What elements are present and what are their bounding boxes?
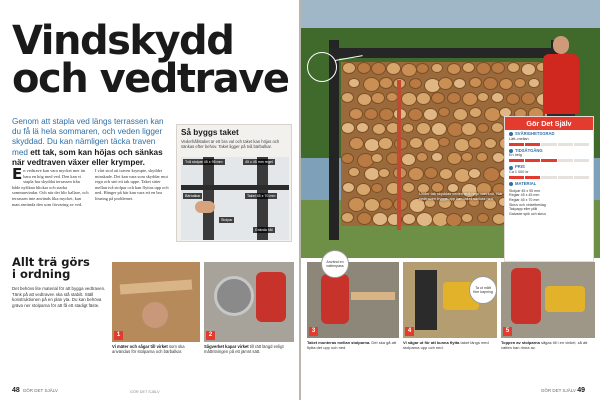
step-number: 3 bbox=[309, 327, 318, 336]
step-caption-4 bbox=[403, 340, 497, 350]
left-page bbox=[0, 0, 299, 400]
log-end bbox=[402, 182, 415, 193]
body-column-1 bbox=[12, 165, 89, 248]
dot-icon bbox=[509, 149, 513, 153]
log-end bbox=[483, 77, 498, 90]
log-end bbox=[348, 197, 365, 212]
saw-image bbox=[214, 276, 254, 316]
log-end bbox=[401, 92, 417, 106]
log-end bbox=[401, 153, 416, 166]
log-end bbox=[341, 212, 354, 223]
gds-title: Gör Det Själv bbox=[505, 117, 593, 130]
log-end bbox=[447, 152, 462, 165]
step-caption-1 bbox=[112, 344, 200, 355]
step-photo-2 bbox=[204, 262, 294, 342]
hands-image bbox=[142, 302, 168, 328]
level-segment bbox=[574, 176, 589, 179]
level-segment bbox=[541, 143, 556, 146]
step-number: 1 bbox=[114, 331, 123, 340]
page-number: 49 bbox=[577, 387, 585, 394]
log-end bbox=[453, 78, 466, 89]
ingress bbox=[12, 117, 172, 168]
gds-time-label: TIDSÅTGÅNG bbox=[515, 147, 543, 153]
section-intro bbox=[12, 256, 108, 308]
level-segment bbox=[558, 159, 573, 162]
log-end bbox=[341, 92, 354, 103]
level-segment bbox=[509, 143, 524, 146]
level-segment bbox=[574, 143, 589, 146]
post-image bbox=[415, 270, 437, 330]
step-caption-5 bbox=[501, 340, 595, 350]
log-end bbox=[469, 77, 482, 88]
step-photo-5 bbox=[501, 262, 595, 338]
tip-bubble: Ta ut mått före kapning bbox=[469, 276, 497, 304]
log-end bbox=[438, 107, 450, 117]
page-folio-right bbox=[541, 387, 588, 394]
log-end bbox=[476, 152, 488, 162]
gds-difficulty-value: Lätt–mellan bbox=[509, 136, 529, 141]
log-end bbox=[348, 167, 360, 177]
log-end bbox=[484, 107, 501, 122]
gds-time-value: En helg bbox=[509, 153, 522, 158]
level-segment bbox=[558, 176, 573, 179]
step-photo-1 bbox=[112, 262, 200, 342]
log-end bbox=[424, 167, 438, 179]
plank-image bbox=[120, 280, 193, 295]
step-photo-3 bbox=[307, 262, 399, 338]
level-segment bbox=[525, 143, 540, 146]
ingress-bold: ett tak, som kan höjas och sänkas när vedtraven växer eller krymper. bbox=[12, 147, 163, 167]
log-end bbox=[438, 137, 450, 147]
material-item: Reglar 45 x 45 mm bbox=[509, 193, 540, 198]
log-end bbox=[363, 77, 380, 92]
log-end bbox=[401, 63, 417, 77]
log-end bbox=[506, 93, 520, 105]
illustration-hand bbox=[195, 201, 215, 213]
detail-circle bbox=[307, 52, 337, 82]
worker-head bbox=[553, 36, 569, 54]
log-end bbox=[484, 138, 497, 149]
step-caption-title: Taket monteras mellan stolparna. bbox=[307, 340, 371, 345]
log-end bbox=[491, 122, 504, 133]
log-end bbox=[371, 62, 386, 75]
log-end bbox=[409, 78, 422, 89]
log-end bbox=[356, 122, 369, 133]
log-end bbox=[468, 137, 482, 149]
gor-det-sjalv-box bbox=[504, 116, 594, 262]
level-segment bbox=[541, 159, 556, 162]
howto-text: Vederhållstaket är ett bra val och taket kan höjas och sänkas efter behov. Taket ligger på två bärbalkar. bbox=[181, 139, 280, 150]
center-mark: GÖR DET SJÄLV bbox=[130, 390, 160, 394]
material-item: Reglar 45 x 70 mm bbox=[509, 197, 540, 202]
log-end bbox=[364, 198, 380, 212]
dot-icon bbox=[509, 166, 513, 170]
log-end bbox=[342, 182, 355, 193]
step-caption-text: som ska användas för stolparna och bärbalkar. bbox=[112, 344, 185, 355]
body-column-2: I vårt stod att traven krympte, skyddet minskade. Det kan vara som skyddar mot regn och snö ett tak uppe. Taket sitter mellan två stolpar och kan flyttas upp och ned. Hänger på här kan vara ett en bra lösning på problemet. bbox=[95, 168, 169, 201]
section-text: Det behövs lite material för att bygga vedtraven. Tänk på att vedtraven ska stå stabilt. Ställ konstruktionen på en plan yta. Du kan behöva gräva ner stolparna för att få ett stadigt fäste. bbox=[12, 286, 106, 308]
log-end bbox=[447, 63, 461, 75]
log-end bbox=[342, 62, 356, 74]
headline-line-2: och vedtrave bbox=[12, 56, 289, 102]
level-segment bbox=[541, 176, 556, 179]
gds-material-label: MATERIAL bbox=[515, 180, 537, 186]
log-end bbox=[439, 168, 453, 180]
tip-bubble: Använd en vattenpass bbox=[321, 250, 349, 278]
log-end bbox=[521, 92, 536, 105]
page-folio-left bbox=[12, 387, 58, 394]
log-end bbox=[476, 62, 491, 75]
step-caption-title: Vi sågar ut för att kunna flytta bbox=[403, 340, 460, 345]
step-caption-text: taket längs med stolparna upp och ned. bbox=[403, 340, 489, 351]
log-end bbox=[408, 108, 423, 121]
log-end bbox=[372, 212, 388, 226]
gds-material-list bbox=[505, 188, 593, 217]
log-end bbox=[514, 78, 526, 88]
log-end bbox=[521, 63, 536, 76]
log-end bbox=[431, 63, 443, 73]
body-column-1-text: n vedtrave kan vara mycket mer än bara en hög med ved. Den kan vi stapla har skyddat terrassen från både nyfikna blickar och starka sommarvindar. Och när det blir kallare, och terrassen inte används lika mycket, kan man använda den som förvaring av ved. bbox=[12, 168, 89, 207]
gds-time bbox=[505, 147, 593, 164]
headline-line-1: Vindskydd bbox=[12, 18, 234, 64]
right-page bbox=[301, 0, 600, 400]
material-item: Galvade spik och skruv bbox=[509, 212, 547, 217]
illustration-post-left bbox=[203, 157, 214, 240]
log-end bbox=[371, 92, 385, 104]
folio-text: GÖR DET SJÄLV bbox=[22, 388, 58, 393]
log-end bbox=[341, 153, 354, 164]
log-end bbox=[507, 62, 520, 73]
gds-level-bar bbox=[509, 159, 589, 162]
material-item: Takpapp eller plåt bbox=[509, 207, 538, 212]
log-end bbox=[341, 122, 355, 134]
gds-difficulty-label: SVÅRIGHETSGRAD bbox=[515, 131, 555, 136]
drop-cap: E bbox=[12, 165, 23, 183]
log-end bbox=[447, 92, 461, 104]
log-end bbox=[409, 137, 423, 149]
log-end bbox=[408, 167, 424, 181]
level-segment bbox=[509, 176, 524, 179]
log-end bbox=[438, 77, 453, 90]
log-end bbox=[402, 213, 416, 225]
log-end bbox=[491, 92, 504, 103]
log-end bbox=[468, 168, 481, 179]
ingress-lead: Genom att stapla ved längs terrassen kan du få lä hela sommaren, och veden ligger skyddad. Du kan nämligen täcka traven med bbox=[12, 117, 164, 157]
step-number: 5 bbox=[503, 327, 512, 336]
log-end bbox=[349, 108, 363, 120]
log-end bbox=[431, 122, 447, 136]
log-end bbox=[477, 213, 489, 223]
log-end bbox=[356, 183, 371, 196]
construction-illustration bbox=[181, 157, 289, 240]
step-caption-3 bbox=[307, 340, 399, 350]
illustration-label: Stolpar bbox=[221, 218, 233, 222]
photo-caption: Under tak skyddas veden mot regn och snö. När vedtraven byggs upp kan taket sänkas ned. bbox=[419, 191, 503, 201]
log-end bbox=[462, 92, 478, 106]
step-number: 4 bbox=[405, 327, 414, 336]
log-end bbox=[483, 167, 500, 182]
level-segment bbox=[558, 143, 573, 146]
log-end bbox=[349, 137, 364, 150]
level-segment bbox=[509, 159, 524, 162]
body-text bbox=[12, 165, 172, 248]
section-title-line-2: i ordning bbox=[12, 267, 71, 281]
illustration-label: Grävda hål bbox=[255, 228, 273, 232]
worker-image bbox=[256, 272, 286, 322]
log-end bbox=[499, 78, 513, 90]
illustration-label: Bärbalkar bbox=[185, 194, 201, 198]
marker-post bbox=[397, 80, 401, 230]
log-end bbox=[402, 123, 414, 133]
log-end bbox=[378, 137, 393, 150]
log-end bbox=[416, 122, 431, 135]
log-end bbox=[461, 122, 477, 136]
step-number: 2 bbox=[206, 331, 215, 340]
gds-level-bar bbox=[509, 176, 589, 179]
section-title-line-1: Allt trä görs bbox=[12, 255, 90, 269]
gds-difficulty bbox=[505, 130, 593, 147]
log-end bbox=[461, 213, 473, 223]
dot-icon bbox=[509, 132, 513, 136]
log-end bbox=[357, 212, 372, 225]
step-caption-title: Toppen av stolparna bbox=[501, 340, 540, 345]
illustration-roof-beam bbox=[181, 185, 289, 190]
log-end bbox=[357, 93, 372, 106]
step-caption-text: till rätt längd enligt måttritningen på ett jämnt sätt. bbox=[204, 344, 284, 355]
howto-box bbox=[176, 124, 292, 242]
illustration-label: Taket 45 x 70 mm bbox=[247, 194, 276, 198]
log-end bbox=[431, 152, 443, 162]
log-end bbox=[379, 108, 394, 121]
log-end bbox=[371, 183, 383, 193]
log-end bbox=[416, 152, 428, 162]
level-segment bbox=[525, 159, 540, 162]
log-end bbox=[364, 108, 378, 120]
log-end bbox=[357, 62, 371, 74]
log-end bbox=[462, 62, 475, 73]
gds-price-label: PRIS bbox=[515, 164, 525, 170]
step-caption-title: Sågverket kapar virket bbox=[204, 344, 249, 349]
page-number: 48 bbox=[12, 387, 20, 394]
log-end bbox=[491, 62, 505, 74]
step-caption-text: sågas till i en vinkel, så att vatten kan rinna av. bbox=[501, 340, 588, 351]
log-end bbox=[372, 123, 386, 135]
log-end bbox=[477, 92, 489, 102]
gds-material bbox=[505, 180, 593, 188]
gds-price-value: Ca 1 000 kr bbox=[509, 169, 529, 174]
level-segment bbox=[525, 176, 540, 179]
gds-level-bar bbox=[509, 143, 589, 146]
plank-image bbox=[351, 292, 395, 300]
folio-text: GÖR DET SJÄLV bbox=[540, 388, 576, 393]
log-end bbox=[469, 107, 482, 118]
gds-material-label-wrap bbox=[509, 182, 589, 187]
log-end bbox=[379, 77, 393, 89]
log-end bbox=[446, 213, 462, 226]
dot-icon bbox=[509, 182, 513, 186]
log-end bbox=[416, 212, 433, 226]
saw-image bbox=[545, 286, 585, 312]
step-caption-text: Det ska gå att flytta det upp och ned. bbox=[307, 340, 397, 351]
worker-image bbox=[321, 274, 349, 324]
log-end bbox=[461, 152, 473, 162]
step-caption-title: Vi mäter och sågar till virket bbox=[112, 344, 168, 349]
log-end bbox=[453, 108, 468, 121]
log-end bbox=[378, 168, 390, 178]
log-end bbox=[416, 92, 431, 105]
gds-price bbox=[505, 163, 593, 180]
material-item: Skruv och vinkelbeslag bbox=[509, 202, 546, 207]
log-end bbox=[423, 108, 438, 121]
howto-title: Så byggs taket bbox=[181, 128, 239, 137]
illustration-label: 45 x 45 mm regel bbox=[245, 160, 273, 164]
worker-shirt bbox=[543, 54, 579, 114]
material-item: Stolpar 45 x 95 mm bbox=[509, 188, 541, 193]
illustration-label: Två stolpar 45 x 95 mm bbox=[185, 160, 223, 164]
headline bbox=[12, 18, 292, 102]
section-title bbox=[12, 256, 108, 280]
log-end bbox=[386, 62, 401, 75]
step-caption-2 bbox=[204, 344, 294, 355]
log-end bbox=[371, 153, 383, 163]
log-end bbox=[431, 92, 445, 104]
log-end bbox=[477, 123, 489, 133]
woodpile-roof bbox=[329, 48, 559, 58]
level-segment bbox=[574, 159, 589, 162]
log-end bbox=[379, 198, 393, 210]
worker-image bbox=[511, 268, 541, 324]
log-end bbox=[416, 63, 429, 74]
log-end bbox=[348, 78, 360, 88]
